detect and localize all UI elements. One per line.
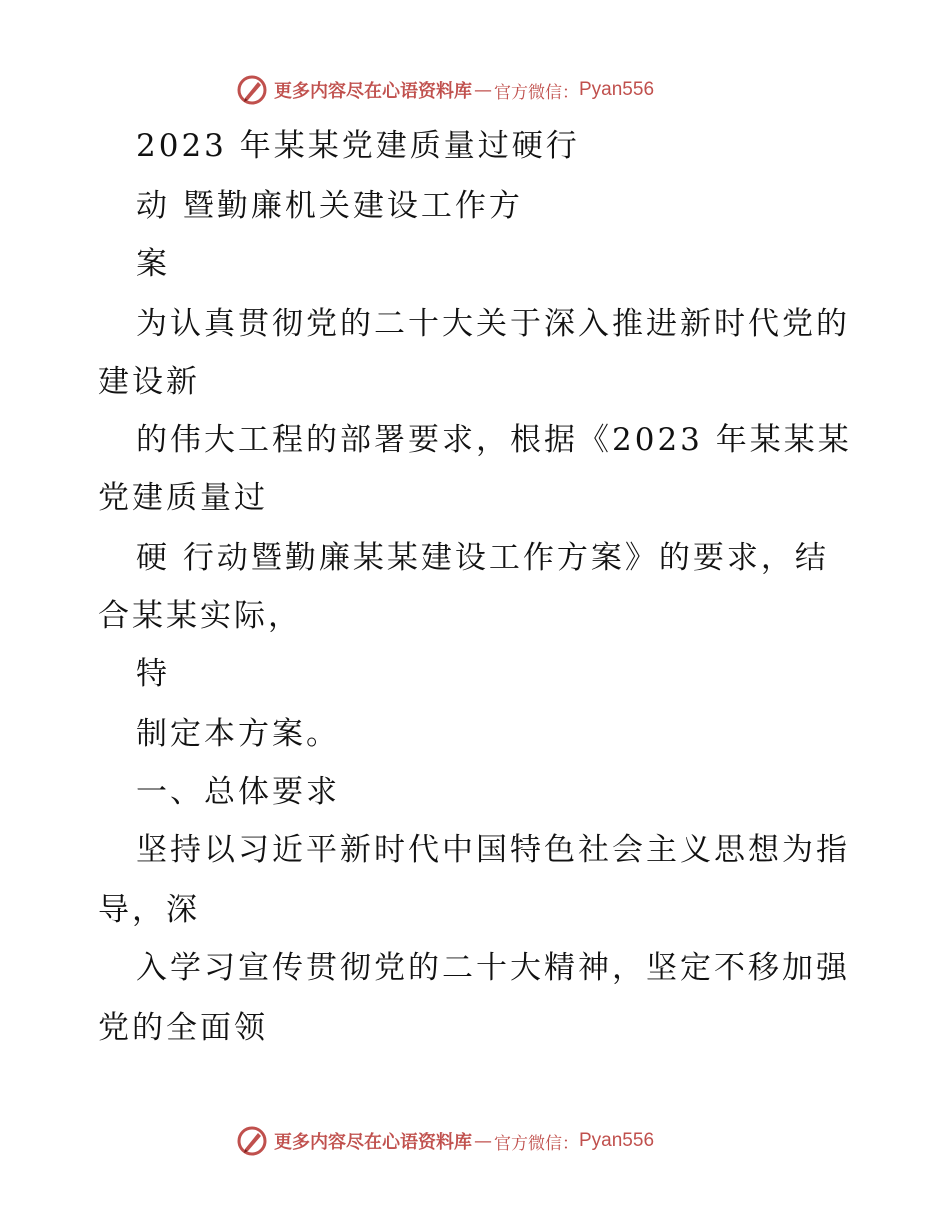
watermark-wechat-id: Pyan556 <box>579 79 655 100</box>
pen-circle-logo-icon <box>236 74 268 106</box>
watermark-main-text: 更多内容尽在心语资料库 <box>274 1132 472 1153</box>
doc-paragraph-line: 合某某实际， <box>98 598 302 634</box>
doc-section-heading: 一、总体要求 <box>136 774 340 810</box>
doc-title-line-2: 动 暨勤廉机关建设工作方 <box>136 188 523 224</box>
watermark-main-text: 更多内容尽在心语资料库 <box>274 81 472 102</box>
doc-paragraph-line: 导，深 <box>98 892 200 928</box>
doc-title-line-1: 2023 年某某党建质量过硬行 <box>136 128 580 164</box>
doc-paragraph-line: 制定本方案。 <box>136 716 340 752</box>
pen-circle-logo-icon <box>236 1125 268 1157</box>
watermark-dash: — <box>474 1130 492 1152</box>
doc-paragraph-line: 坚持以习近平新时代中国特色社会主义思想为指 <box>136 832 850 868</box>
doc-paragraph-line: 的伟大工程的部署要求，根据《2023 年某某某 <box>136 422 852 458</box>
doc-paragraph-line: 硬 行动暨勤廉某某建设工作方案》的要求，结 <box>136 540 829 576</box>
watermark-dash: — <box>474 79 492 101</box>
header-watermark <box>236 73 654 107</box>
doc-paragraph-line: 入学习宣传贯彻党的二十大精神，坚定不移加强 <box>136 950 850 986</box>
watermark-wechat-id: Pyan556 <box>579 1130 655 1151</box>
doc-paragraph-line: 党建质量过 <box>98 480 268 516</box>
watermark-sub-text: 官方微信： <box>494 1133 579 1154</box>
doc-paragraph-line: 党的全面领 <box>98 1010 268 1046</box>
doc-paragraph-line: 建设新 <box>98 364 200 400</box>
footer-watermark <box>236 1124 654 1158</box>
doc-paragraph-line: 特 <box>136 656 170 692</box>
watermark-sub-text: 官方微信： <box>494 82 579 103</box>
doc-paragraph-line: 为认真贯彻党的二十大关于深入推进新时代党的 <box>136 306 850 342</box>
doc-title-line-3: 案 <box>136 246 170 282</box>
